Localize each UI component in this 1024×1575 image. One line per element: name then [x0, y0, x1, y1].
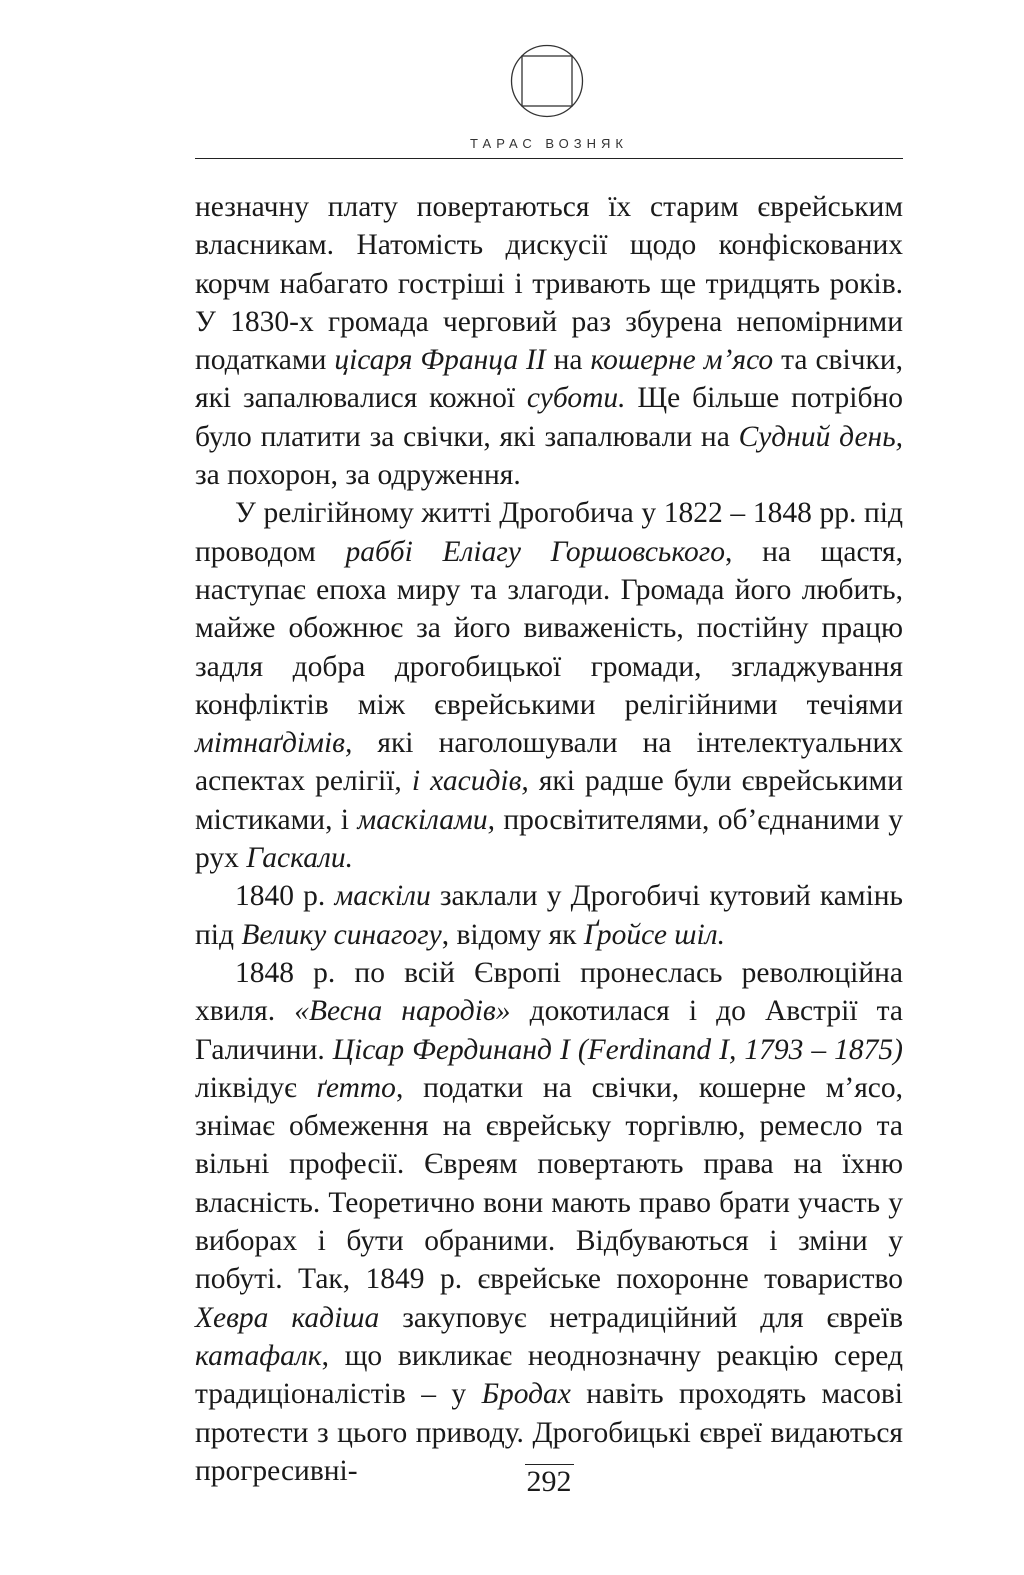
- running-head-author: ТАРАС ВОЗНЯК: [470, 136, 628, 151]
- paragraph: [195, 188, 903, 494]
- header-rule: [195, 158, 903, 159]
- italic-term: цісаря Франца ІІ: [334, 344, 546, 377]
- text-run: , відому як: [441, 918, 584, 951]
- body-text: [195, 188, 903, 1490]
- text-run: та свічки, які запалювалися кожної: [195, 344, 903, 415]
- text-run: У релігійному житті Дрогобича у 1822 – 1848 рр. під проводом: [195, 497, 903, 568]
- paragraph: [195, 877, 903, 954]
- text-run: , податки на свічки, кошерне м’ясо, знімає обмеження на єврейську торгівлю, ремесло та вільні професії. Євреям повертають права на їхню власність. Теоретично вони мають право брати участь у виборах і бути обраними. Відбуваються і зміни у побуті. Так, 1849 р. єврейське похоронне товариство: [195, 1071, 903, 1296]
- text-run: закуповує нетрадиційний для євреїв: [379, 1301, 904, 1334]
- italic-term: катафалк: [195, 1339, 322, 1372]
- text-run: , що викликає неоднозначну реакцію серед традиціоналістів – у: [195, 1339, 903, 1411]
- text-run: навіть проходять масові протести з цього приводу. Дрогобицькі євреї видаються прогресивні-: [195, 1378, 903, 1487]
- text-run: 1840 р.: [235, 880, 335, 913]
- text-run: , на щастя, наступає епоха миру та злагоди. Громада його любить, майже обожнює за його виваженість, постійну працю задля добра дрогобицької громади, згладжування конфліктів між єврейськими релігійними течіями: [195, 535, 903, 721]
- italic-term: і хасидів,: [411, 765, 529, 798]
- italic-term: Гаскали.: [246, 842, 353, 875]
- text-run: просвітителями, об’єднаними у рух: [195, 803, 903, 875]
- italic-term: Ґройсе шіл.: [583, 918, 725, 951]
- page-number: [195, 1464, 903, 1499]
- italic-term: маскіли: [334, 880, 431, 913]
- text-run: незначну плату повертаються їх старим єврейським власникам. Натомість дискусії щодо конфіскованих корчм набагато гостріші і тривають ще тридцять років. У 1830-х громада черговий раз збурена непомірними податками: [195, 191, 903, 377]
- paragraph: [195, 494, 903, 877]
- text-run: Ще більше потрібно було платити за свічки, які запалювали на: [195, 382, 903, 453]
- italic-term: ґетто: [316, 1071, 396, 1104]
- italic-term: Хевра кадіша: [195, 1301, 380, 1334]
- italic-term: Велику синагогу: [241, 918, 442, 951]
- italic-term: «Весна народів»: [294, 995, 511, 1028]
- circle-square-emblem-icon: [510, 44, 584, 118]
- paragraph: [195, 954, 903, 1490]
- italic-term: мітнаґдімів,: [195, 727, 353, 760]
- italic-term: Бродах: [481, 1378, 571, 1411]
- text-run: 1848 р. по всій Європі пронеслась революційна хвиля.: [195, 956, 903, 1028]
- text-run: які радше були єврейськими містиками, і: [195, 765, 904, 836]
- italic-term: Судний день,: [738, 420, 903, 453]
- italic-term: суботи.: [526, 382, 626, 415]
- italic-term: маскілами,: [357, 803, 495, 836]
- text-run: за похорон, за одруження.: [195, 459, 521, 492]
- text-run: які наголошували на інтелектуальних аспектах релігії,: [195, 727, 903, 798]
- italic-term: раббі Еліагу Горшовського: [345, 535, 726, 568]
- page-number-value: 292: [526, 1465, 572, 1498]
- text-run: на: [545, 344, 591, 377]
- text-run: ліквідує: [195, 1071, 317, 1104]
- text-run: заклали у Дрогобичі кутовий камінь під: [195, 880, 904, 951]
- italic-term: Цісар Фердинанд І (Ferdinand I, 1793 – 1875): [332, 1033, 903, 1066]
- italic-term: кошерне м’ясо: [590, 344, 774, 377]
- text-run: докотилася і до Австрії та Галичини.: [195, 995, 903, 1066]
